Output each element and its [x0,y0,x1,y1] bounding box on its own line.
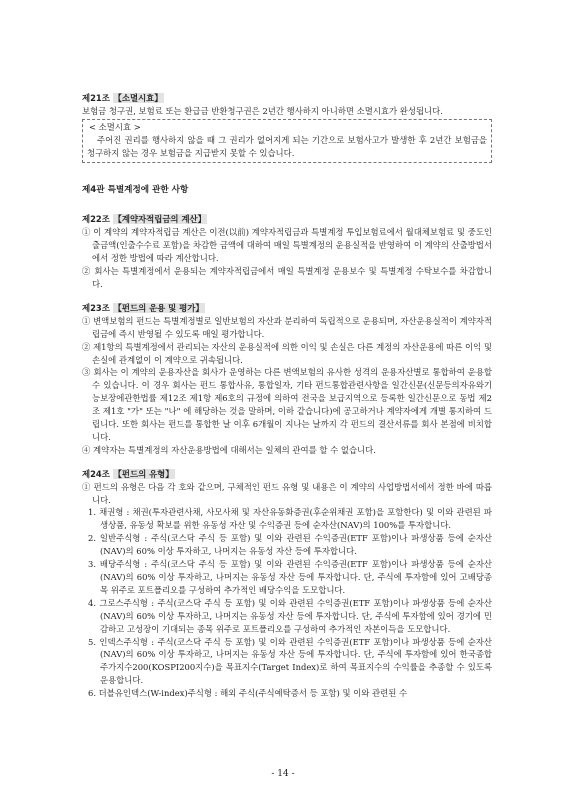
paragraph-item: ① 펀드의 유형은 다음 각 호와 같으며, 구체적인 펀드 유형 및 내용은 이 계약의 사업방법서에서 정한 바에 따릅니다. [82,481,492,505]
article-number: 제24조 [82,468,110,479]
article-title: 【펀드의 유형】 [113,468,174,479]
fund-type-item: 4. 그로스주식형 : 주식(코스닥 주식 등 포함) 및 이와 관련된 수익증권(ETF 포함)이나 파생상품 등에 순자산(NAV)의 60% 이상 투자하고, 나머지는 유동성 자산 등에 투자합니다. 단, 주식에 투자함에 있어 경기에 민감하고 고성장이 기대되는 종목 위주로 포트폴리오를 구성하여 추가적인 자본이득을 도모합니다. [88,597,492,634]
article-number: 제22조 [82,214,110,225]
paragraph-item: ③ 회사는 이 계약의 운용자산을 회사가 운영하는 다른 변액보험의 유사한 성격의 운용자산별로 통합하여 운용할 수 있습니다. 이 경우 회사는 펀드 통합사유, 통합일자, 기타 펀드통합관련사항을 일간신문(신문등의자유와기능보장에관한법률 제12조 제1항 제6호의 규정에 의하여 전국을 보급지역으로 등록한 일간신문으로 동법 제2조 제1호 "가" 또는 "나" 에 해당하는 것을 말하며, 이하 같습니다)에 공고하거나 계약자에게 개별 통지하여 드립니다. 또한 회사는 펀드를 통합한 날 이후 6개월이 지나는 날까지 각 펀드의 결산서류를 회사 본점에 비치합니다. [82,367,492,442]
article-number: 제21조 [82,93,110,103]
paragraph-item: ① 이 계약의 계약자적립금 계산은 이전(以前) 계약자적립금과 특별계정 투입보험료에서 월대체보험료 및 중도인출금액(인출수수료 포함)을 차감한 금액에 대하여 매일 특별계정의 운용실적을 반영하여 이 계약의 산출방법서에서 정한 방법에 따라 계산합니다. [82,227,492,264]
article-22-heading [82,213,492,226]
article-title: 【계약자적립금의 계산】 [113,214,206,225]
article-title: 【펀드의 운용 및 평가】 [113,302,204,313]
paragraph-item: ① 변액보험의 펀드는 특별계정별로 일반보험의 자산과 분리하여 독립적으로 운용되며, 자산운용실적이 계약자적립금에 즉시 반영될 수 있도록 매일 평가합니다. [82,315,492,339]
article-24-heading [82,468,492,481]
paragraph-item: ④ 계약자는 특별계정의 자산운용방법에 대해서는 일체의 관여를 할 수 없습니다. [82,444,376,455]
article-21-body: 보험금 청구권, 보험료 또는 환급금 반환청구권은 2년간 행사하지 아니하면 소멸시효가 완성됩니다. [82,105,443,116]
page-number: - 14 - [271,769,295,779]
document-page [82,92,492,700]
fund-type-item: 1. 채권형 : 채권(투자관련사채, 사모사채 및 자산유동화증권(후순위채권 포함)을 포함한다) 및 이와 관련된 파생상품, 유동성 확보를 위한 유동성 자산 및 수익증권 등에 순자산(NAV)의 100%를 투자합니다. [88,507,492,531]
statute-note-box [82,119,492,163]
fund-type-item: 2. 일반주식형 : 주식(코스닥 주식 등 포함) 및 이와 관련된 수익증권(ETF 포함)이나 파생상품 등에 순자산(NAV)의 60% 이상 투자하고, 나머지는 유동성 자산 등에 투자합니다. [88,533,492,557]
note-body: 주어진 권리를 행사하지 않을 때 그 권리가 없어지게 되는 기간으로 보험사고가 발생한 후 2년간 보험금을 청구하지 않는 경우 보험금을 지급받지 못할 수 있습니다. [87,134,487,158]
paragraph-item: ② 회사는 특별계정에서 운용되는 계약자적립금에서 매일 특별계정 운용보수 및 특별계정 수탁보수를 차감합니다. [82,266,492,289]
article-title: 【소멸시효】 [113,93,163,103]
note-title: < 소멸시효 > [89,121,141,132]
chapter-heading: 제4관 특별계정에 관한 사항 [82,184,189,195]
paragraph-item: ② 제1항의 특별계정에서 관리되는 자산의 운용실적에 의한 이익 및 손실은 다른 계정의 자산운용에 따른 이익 및 손실에 관계없이 이 계약으로 귀속됩니다. [82,341,492,365]
fund-type-item: 5. 인덱스주식형 : 주식(코스닥 주식 등 포함) 및 이와 관련된 수익증권(ETF 포함)이나 파생상품 등에 순자산(NAV)의 60% 이상 투자하고, 나머지는 유동성 자산 등에 투자합니다. 단, 주식에 투자함에 있어 한국종합주가지수200(KOSPI200지수)을 목표지수(Target Index)로 하여 목표지수의 수익률을 추종할 수 있도록 운용합니다. [88,636,492,686]
article-21-heading [82,92,492,105]
fund-type-item: 3. 배당주식형 : 주식(코스닥 주식 등 포함) 및 이와 관련된 수익증권(ETF 포함)이나 파생상품 등에 순자산(NAV)의 60% 이상 투자하고, 나머지는 유동성 자산 등에 투자합니다. 단, 주식에 투자함에 있어 고배당종목 위주로 포트폴리오를 구성하여 추가적인 배당수익을 도모합니다. [88,559,492,595]
article-number: 제23조 [82,302,110,313]
article-23-heading [82,302,492,315]
fund-type-item: 6. 더블유인덱스(W-index)주식형 : 해외 주식(주식예탁증서 등 포함) 및 이와 관련된 수 [88,688,408,699]
